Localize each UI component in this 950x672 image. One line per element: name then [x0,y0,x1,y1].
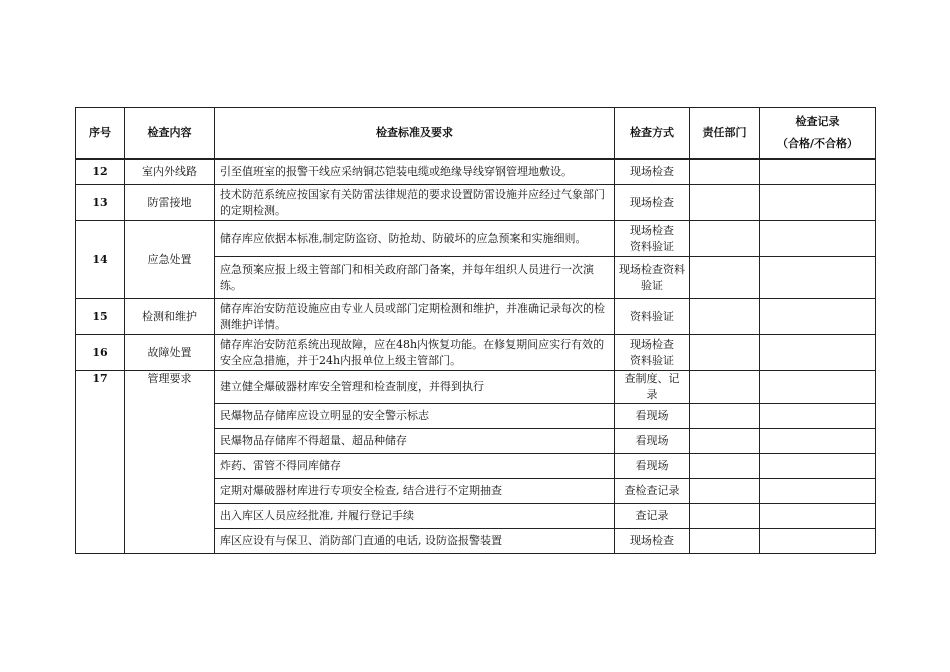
header-record-title: 检查记录 [795,114,840,128]
row-number: 14 [76,221,125,299]
row-method: 查制度、记录 [615,371,690,404]
row-standard: 应急预案应报上级主管部门和相关政府部门备案，并每年组织人员进行一次演练。 [215,257,615,299]
row-dept-cell[interactable] [690,504,760,529]
row-record-cell[interactable] [760,404,876,429]
row-record-cell[interactable] [760,429,876,454]
row-dept-cell[interactable] [690,185,760,221]
row-number: 16 [76,335,125,371]
row-content: 检测和维护 [125,299,215,335]
row-number: 12 [76,159,125,185]
row-record-cell[interactable] [760,335,876,371]
row-dept-cell[interactable] [690,299,760,335]
row-record-cell[interactable] [760,479,876,504]
row-standard: 出入库区人员应经批准, 并履行登记手续 [215,504,615,529]
row-method: 看现场 [615,429,690,454]
row-standard: 引至值班室的报警干线应采纳铜芯铠装电缆或绝缘导线穿钢管埋地敷设。 [215,159,615,185]
header-record [760,108,876,159]
row-standard: 民爆物品存储库不得超量、超品种储存 [215,429,615,454]
row-dept-cell[interactable] [690,454,760,479]
row-standard: 储存库应依据本标准,制定防盗窃、防抢劫、防破坏的应急预案和实施细则。 [215,221,615,257]
row-standard: 炸药、雷管不得同库储存 [215,454,615,479]
row-standard: 民爆物品存储库应设立明显的安全警示标志 [215,404,615,429]
row-standard: 储存库治安防范设施应由专业人员或部门定期检测和维护，并准确记录每次的检测维护详情。 [215,299,615,335]
header-record-subtitle: （合格/不合格） [776,136,859,150]
row-standard: 技术防范系统应按国家有关防雷法律规范的要求设置防雷设施并应经过气象部门的定期检测。 [215,185,615,221]
row-record-cell[interactable] [760,257,876,299]
row-dept-cell[interactable] [690,257,760,299]
row-standard: 建立健全爆破器材库安全管理和检查制度，并得到执行 [215,371,615,404]
header-standard: 检查标准及要求 [215,108,615,159]
row-record-cell[interactable] [760,529,876,554]
row-dept-cell[interactable] [690,335,760,371]
table-row [76,185,876,221]
table-row [76,221,876,257]
row-number: 17 [76,371,125,554]
row-method: 看现场 [615,404,690,429]
header-dept: 责任部门 [690,108,760,159]
row-number: 15 [76,299,125,335]
row-record-cell[interactable] [760,221,876,257]
row-record-cell[interactable] [760,299,876,335]
row-record-cell[interactable] [760,185,876,221]
table-row [76,159,876,185]
header-no: 序号 [76,108,125,159]
header-method: 检查方式 [615,108,690,159]
row-record-cell[interactable] [760,454,876,479]
row-content: 应急处置 [125,221,215,299]
row-dept-cell[interactable] [690,159,760,185]
header-row [76,108,876,159]
row-method: 现场检查资料验证 [615,335,690,371]
row-method: 现场检查资料验证 [615,257,690,299]
row-dept-cell[interactable] [690,479,760,504]
row-content: 故障处置 [125,335,215,371]
inspection-table [75,107,876,554]
row-standard: 储存库治安防范系统出现故障，应在48h内恢复功能。在修复期间应实行有效的安全应急措施，并于24h内报单位上级主管部门。 [215,335,615,371]
row-dept-cell[interactable] [690,429,760,454]
row-record-cell[interactable] [760,371,876,404]
row-method: 现场检查 [615,529,690,554]
row-content: 管理要求 [125,371,215,554]
row-method: 资料验证 [615,299,690,335]
row-dept-cell[interactable] [690,371,760,404]
row-content: 室内外线路 [125,159,215,185]
row-method: 查记录 [615,504,690,529]
row-method: 现场检查 [615,159,690,185]
table-row [76,371,876,404]
row-standard: 定期对爆破器材库进行专项安全检查, 结合进行不定期抽查 [215,479,615,504]
table-row [76,299,876,335]
row-dept-cell[interactable] [690,404,760,429]
row-record-cell[interactable] [760,159,876,185]
row-method: 现场检查资料验证 [615,221,690,257]
header-content: 检查内容 [125,108,215,159]
row-standard: 库区应设有与保卫、消防部门直通的电话, 设防盗报警装置 [215,529,615,554]
row-method: 看现场 [615,454,690,479]
row-content: 防雷接地 [125,185,215,221]
row-dept-cell[interactable] [690,529,760,554]
row-record-cell[interactable] [760,504,876,529]
table-row [76,335,876,371]
row-method: 查检查记录 [615,479,690,504]
row-method: 现场检查 [615,185,690,221]
row-number: 13 [76,185,125,221]
row-dept-cell[interactable] [690,221,760,257]
